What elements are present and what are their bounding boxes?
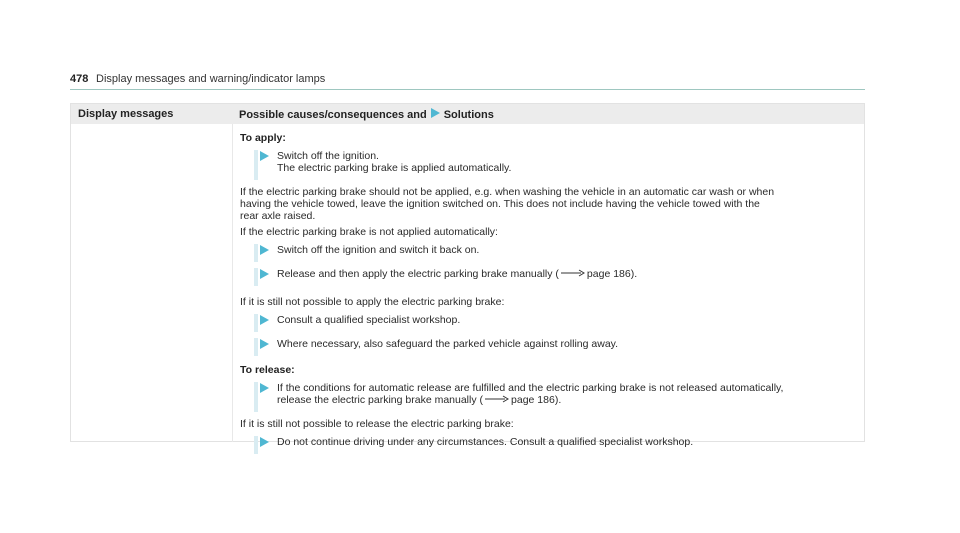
release-step-2: Do not continue driving under any circumstances. Consult a qualified specialist workshop. xyxy=(277,436,694,448)
apply-step-1-line-1: Switch off the ignition. xyxy=(277,150,379,162)
step-bar xyxy=(254,382,258,412)
page-header-title: Display messages and warning/indicator lamps xyxy=(96,73,326,85)
action-arrow-icon xyxy=(260,269,269,282)
column-header-display-messages: Display messages xyxy=(78,108,174,120)
apply-paragraph-1-line-1: If the electric parking brake should not be applied, e.g. when washing the vehicle in an automatic car wash or when xyxy=(240,186,775,198)
action-arrow-icon xyxy=(260,383,269,396)
release-heading: To release: xyxy=(240,364,295,376)
apply-paragraph-2: If the electric parking brake is not applied automatically: xyxy=(240,226,498,238)
action-arrow-icon xyxy=(260,339,269,352)
release-paragraph-1: If it is still not possible to release the electric parking brake: xyxy=(240,418,514,430)
step-bar xyxy=(254,338,258,356)
apply-step-4: Consult a qualified specialist workshop. xyxy=(277,314,461,326)
action-arrow-icon xyxy=(260,437,269,450)
release-step-1-line-1: If the conditions for automatic release are fulfilled and the electric parking brake is not released automatically, xyxy=(277,382,784,394)
action-arrow-icon xyxy=(260,151,269,164)
step-bar xyxy=(254,268,258,286)
column-header-causes-solutions: Possible causes/consequences and Solutions xyxy=(239,108,494,121)
apply-step-3: Release and then apply the electric parking brake manually ( page 186). xyxy=(277,268,638,280)
step-bar xyxy=(254,244,258,262)
step-bar xyxy=(254,436,258,454)
step-bar xyxy=(254,150,258,180)
action-arrow-icon xyxy=(260,315,269,328)
action-arrow-icon xyxy=(431,108,440,121)
page-reference-arrow-icon xyxy=(561,268,585,280)
apply-heading: To apply: xyxy=(240,132,286,144)
page-reference-link[interactable]: page 186). xyxy=(586,268,638,280)
page-number: 478 xyxy=(70,73,89,85)
action-arrow-icon xyxy=(260,245,269,258)
apply-step-1-line-2: The electric parking brake is applied automatically. xyxy=(277,162,512,174)
table-header-row xyxy=(71,104,864,124)
column-divider xyxy=(232,124,233,442)
apply-paragraph-1-line-2: having the vehicle towed, leave the ignition switched on. This does not include having the vehicle towed with the xyxy=(240,198,760,210)
page-reference-link[interactable]: page 186). xyxy=(511,394,562,406)
apply-paragraph-1-line-3: rear axle raised. xyxy=(240,210,316,222)
release-step-1-line-2: release the electric parking brake manually ( page 186). xyxy=(277,394,562,406)
page-header xyxy=(70,71,865,90)
page-reference-arrow-icon xyxy=(485,394,509,406)
display-messages-table xyxy=(70,103,865,448)
step-bar xyxy=(254,314,258,332)
apply-paragraph-3: If it is still not possible to apply the electric parking brake: xyxy=(240,296,505,308)
apply-step-2: Switch off the ignition and switch it back on. xyxy=(277,244,480,256)
apply-step-5: Where necessary, also safeguard the parked vehicle against rolling away. xyxy=(277,338,619,350)
